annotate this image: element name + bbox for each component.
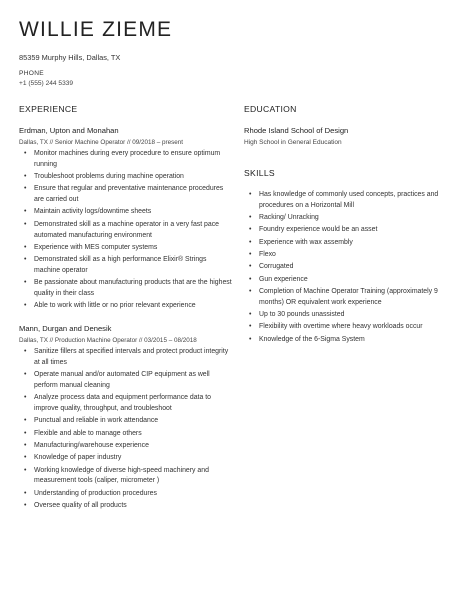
bullet-dot-icon: • bbox=[24, 429, 27, 437]
bullet-text: Maintain activity logs/downtime sheets bbox=[34, 208, 152, 216]
job-company: Mann, Durgan and Denesik bbox=[19, 324, 112, 334]
bullet-item bbox=[19, 243, 234, 254]
bullet-text: Punctual and reliable in work attendance bbox=[34, 417, 159, 425]
bullet-text: Flexible and able to manage others bbox=[34, 429, 142, 437]
skill-item bbox=[244, 275, 459, 286]
bullet-text: Understanding of production procedures bbox=[34, 489, 157, 497]
bullet-dot-icon: • bbox=[24, 185, 27, 193]
bullet-dot-icon: • bbox=[24, 256, 27, 264]
bullet-text: Working knowledge of diverse high-speed machinery and measurement tools (caliper, micrometer ) bbox=[34, 466, 209, 485]
bullet-item bbox=[19, 149, 234, 171]
skill-text: Flexibility with overtime where heavy workloads occur bbox=[259, 323, 423, 331]
bullet-dot-icon: • bbox=[24, 220, 27, 228]
bullet-text: Manufacturing/warehouse experience bbox=[34, 442, 149, 450]
bullet-item bbox=[19, 501, 234, 512]
bullet-item bbox=[19, 207, 234, 218]
skill-item bbox=[244, 190, 459, 212]
bullet-dot-icon: • bbox=[249, 250, 252, 258]
job-entry bbox=[19, 324, 234, 512]
bullet-text: Experience with MES computer systems bbox=[34, 243, 158, 251]
bullet-dot-icon: • bbox=[249, 310, 252, 318]
job-entry bbox=[19, 126, 234, 312]
bullet-dot-icon: • bbox=[249, 275, 252, 283]
skill-text: Knowledge of the 6-Sigma System bbox=[259, 335, 365, 343]
bullet-text: Oversee quality of all products bbox=[34, 502, 127, 510]
job-bullets bbox=[19, 347, 234, 512]
bullet-dot-icon: • bbox=[24, 454, 27, 462]
bullet-text: Troubleshoot problems during machine operation bbox=[34, 173, 184, 181]
bullet-text: Able to work with little or no prior relevant experience bbox=[34, 302, 196, 310]
bullet-dot-icon: • bbox=[24, 394, 27, 402]
bullet-item bbox=[19, 370, 234, 392]
bullet-item bbox=[19, 453, 234, 464]
bullet-dot-icon: • bbox=[24, 302, 27, 310]
skill-item bbox=[244, 238, 459, 249]
bullet-dot-icon: • bbox=[249, 214, 252, 222]
job-bullets bbox=[19, 149, 234, 312]
job-meta: Dallas, TX // Senior Machine Operator // 09/2018 – present bbox=[19, 139, 184, 146]
bullet-item bbox=[19, 393, 234, 415]
bullet-dot-icon: • bbox=[24, 371, 27, 379]
education-school: Rhode Island School of Design bbox=[244, 126, 349, 135]
education-heading: EDUCATION bbox=[244, 104, 297, 114]
bullet-dot-icon: • bbox=[249, 226, 252, 234]
bullet-item bbox=[19, 172, 234, 183]
bullet-dot-icon: • bbox=[24, 417, 27, 425]
skill-item bbox=[244, 335, 459, 346]
bullet-dot-icon: • bbox=[24, 243, 27, 251]
bullet-text: Sanitize fillers at specified intervals and protect product integrity at all times bbox=[34, 348, 229, 366]
bullet-text: Analyze process data and equipment performance data to improve quality, throughput, and troubleshoot bbox=[34, 394, 211, 413]
bullet-item bbox=[19, 441, 234, 452]
skill-text: Foundry experience would be an asset bbox=[259, 226, 378, 234]
bullet-item bbox=[19, 489, 234, 500]
job-meta: Dallas, TX // Production Machine Operator // 03/2015 – 08/2018 bbox=[19, 337, 197, 345]
skill-text: Completion of Machine Operator Training (approximately 9 months) OR equivalent work experience bbox=[259, 287, 438, 306]
bullet-dot-icon: • bbox=[24, 502, 27, 510]
address: 85359 Murphy Hills, Dallas, TX bbox=[19, 53, 121, 62]
bullet-item bbox=[19, 429, 234, 440]
bullet-item bbox=[19, 278, 234, 300]
bullet-text: Be passionate about manufacturing products that are the highest quality in their class bbox=[34, 279, 232, 298]
bullet-item bbox=[19, 184, 234, 206]
bullet-text: Demonstrated skill as a high performance Elixir® Strings machine operator bbox=[34, 256, 207, 274]
skill-item bbox=[244, 322, 459, 333]
phone-number: +1 (555) 244 5339 bbox=[19, 80, 74, 87]
skill-item bbox=[244, 287, 459, 309]
bullet-dot-icon: • bbox=[24, 279, 27, 287]
bullet-text: Ensure that regular and preventative maintenance procedures are carried out bbox=[34, 185, 224, 204]
bullet-dot-icon: • bbox=[249, 335, 252, 343]
experience-heading: EXPERIENCE bbox=[19, 104, 78, 114]
skill-text: Up to 30 pounds unassisted bbox=[259, 310, 345, 318]
bullet-item bbox=[19, 220, 234, 242]
skill-item bbox=[244, 262, 459, 273]
bullet-dot-icon: • bbox=[249, 238, 252, 246]
skill-item bbox=[244, 213, 459, 224]
bullet-dot-icon: • bbox=[249, 263, 252, 271]
skill-text: Corrugated bbox=[259, 263, 294, 271]
experience-column bbox=[19, 126, 234, 522]
bullet-dot-icon: • bbox=[24, 208, 27, 216]
skills-column bbox=[244, 190, 459, 347]
bullet-dot-icon: • bbox=[24, 466, 27, 474]
bullet-text: Monitor machines during every procedure to ensure optimum running bbox=[34, 150, 221, 168]
skill-item bbox=[244, 225, 459, 236]
skills-list bbox=[244, 190, 459, 345]
bullet-item bbox=[19, 466, 234, 488]
bullet-text: Knowledge of paper industry bbox=[34, 454, 122, 462]
bullet-dot-icon: • bbox=[24, 442, 27, 450]
bullet-text: Demonstrated skill as a machine operator in a very fast pace automated manufacturing environment bbox=[34, 220, 219, 239]
bullet-dot-icon: • bbox=[249, 323, 252, 331]
bullet-item bbox=[19, 347, 234, 369]
education-column bbox=[244, 126, 459, 146]
phone-label: PHONE bbox=[19, 70, 44, 77]
skill-item bbox=[244, 310, 459, 321]
job-company: Erdman, Upton and Monahan bbox=[19, 126, 119, 135]
bullet-item bbox=[19, 255, 234, 277]
skill-text: Racking/ Unracking bbox=[259, 214, 319, 222]
bullet-dot-icon: • bbox=[249, 191, 252, 198]
bullet-dot-icon: • bbox=[249, 287, 252, 295]
skill-text: Gun experience bbox=[259, 275, 308, 283]
education-degree: High School in General Education bbox=[244, 139, 342, 146]
bullet-text: Operate manual and/or automated CIP equipment as well perform manual cleaning bbox=[34, 371, 210, 390]
bullet-dot-icon: • bbox=[24, 489, 27, 497]
skill-text: Flexo bbox=[259, 250, 276, 258]
bullet-item bbox=[19, 301, 234, 312]
skills-heading: SKILLS bbox=[244, 168, 275, 178]
skill-text: Has knowledge of commonly used concepts, practices and procedures on a Horizontal Mill bbox=[259, 191, 439, 209]
candidate-name: WILLIE ZIEME bbox=[19, 18, 173, 41]
bullet-item bbox=[19, 416, 234, 427]
bullet-dot-icon: • bbox=[24, 348, 27, 356]
bullet-dot-icon: • bbox=[24, 173, 27, 181]
skill-item bbox=[244, 250, 459, 261]
bullet-dot-icon: • bbox=[24, 150, 27, 157]
skill-text: Experience with wax assembly bbox=[259, 238, 353, 246]
